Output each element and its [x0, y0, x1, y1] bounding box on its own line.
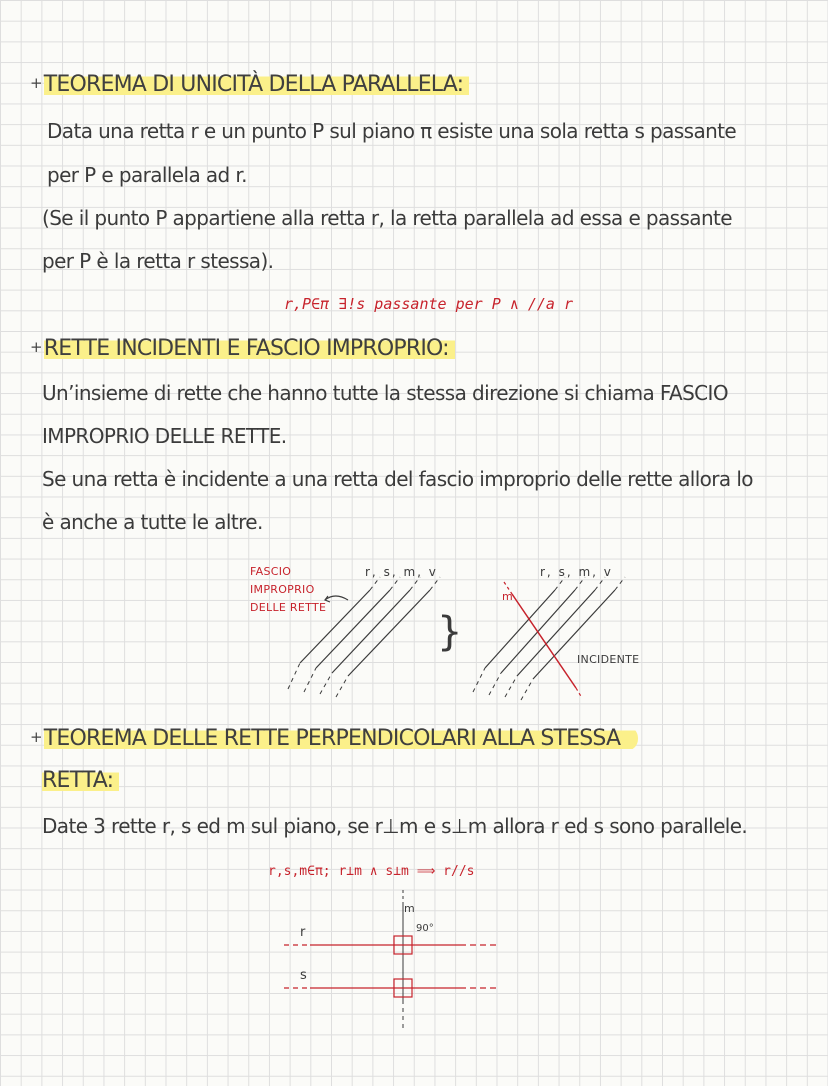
r-label: r: [300, 925, 306, 940]
section2-line-2: IMPROPRIO DELLE RETTE.: [42, 424, 287, 448]
fascio-label-line-1: FASCIO: [250, 565, 292, 578]
section3-line-1: Date 3 rette r, s ed m sul piano, se r⊥m e s⊥m allora r ed s sono parallele.: [42, 814, 748, 838]
section1-line-1: Data una retta r e un punto P sul piano π esiste una sola retta s passante: [47, 119, 737, 143]
incidente-label: INCIDENTE: [577, 653, 640, 666]
lines-label-right: r, s, m, v: [540, 565, 613, 579]
plus-marker: +: [30, 728, 42, 746]
section2-line-1: Un’insieme di rette che hanno tutte la stessa direzione si chiama FASCIO: [42, 381, 728, 405]
formula-perpendicolari: r,s,m∈π; r⊥m ∧ s⊥m ⟹ r//s: [268, 864, 475, 879]
angle-label: 90°: [416, 923, 434, 934]
formula-unicita: r,P∈π ∃!s passante per P ∧ //a r: [284, 295, 573, 313]
fascio-label-line-3: DELLE RETTE: [250, 601, 327, 614]
heading-text-line-1: TEOREMA DELLE RETTE PERPENDICOLARI ALLA STESSA: [44, 726, 638, 751]
heading-text: RETTE INCIDENTI E FASCIO IMPROPRIO:: [44, 336, 455, 361]
s-label: s: [300, 968, 307, 983]
incident-m-label: m: [502, 590, 513, 603]
section2-line-3: Se una retta è incidente a una retta del fascio improprio delle rette allora lo: [42, 467, 753, 491]
heading-text: TEOREMA DI UNICITÀ DELLA PARALLELA:: [44, 72, 469, 97]
plus-marker: +: [30, 338, 42, 356]
section2-line-4: è anche a tutte le altre.: [42, 510, 263, 534]
m-label: m: [404, 902, 415, 915]
lines-label-left: r, s, m, v: [365, 565, 438, 579]
brace-icon: }: [437, 609, 463, 655]
section1-line-3: (Se il punto P appartiene alla retta r, la retta parallela ad essa e passante: [42, 206, 732, 230]
heading-text-line-2: RETTA:: [42, 768, 119, 793]
plus-marker: +: [30, 74, 42, 92]
section1-line-4: per P è la retta r stessa).: [42, 249, 274, 273]
section1-line-2: per P e parallela ad r.: [47, 163, 247, 187]
fascio-label-line-2: IMPROPRIO: [250, 583, 315, 596]
